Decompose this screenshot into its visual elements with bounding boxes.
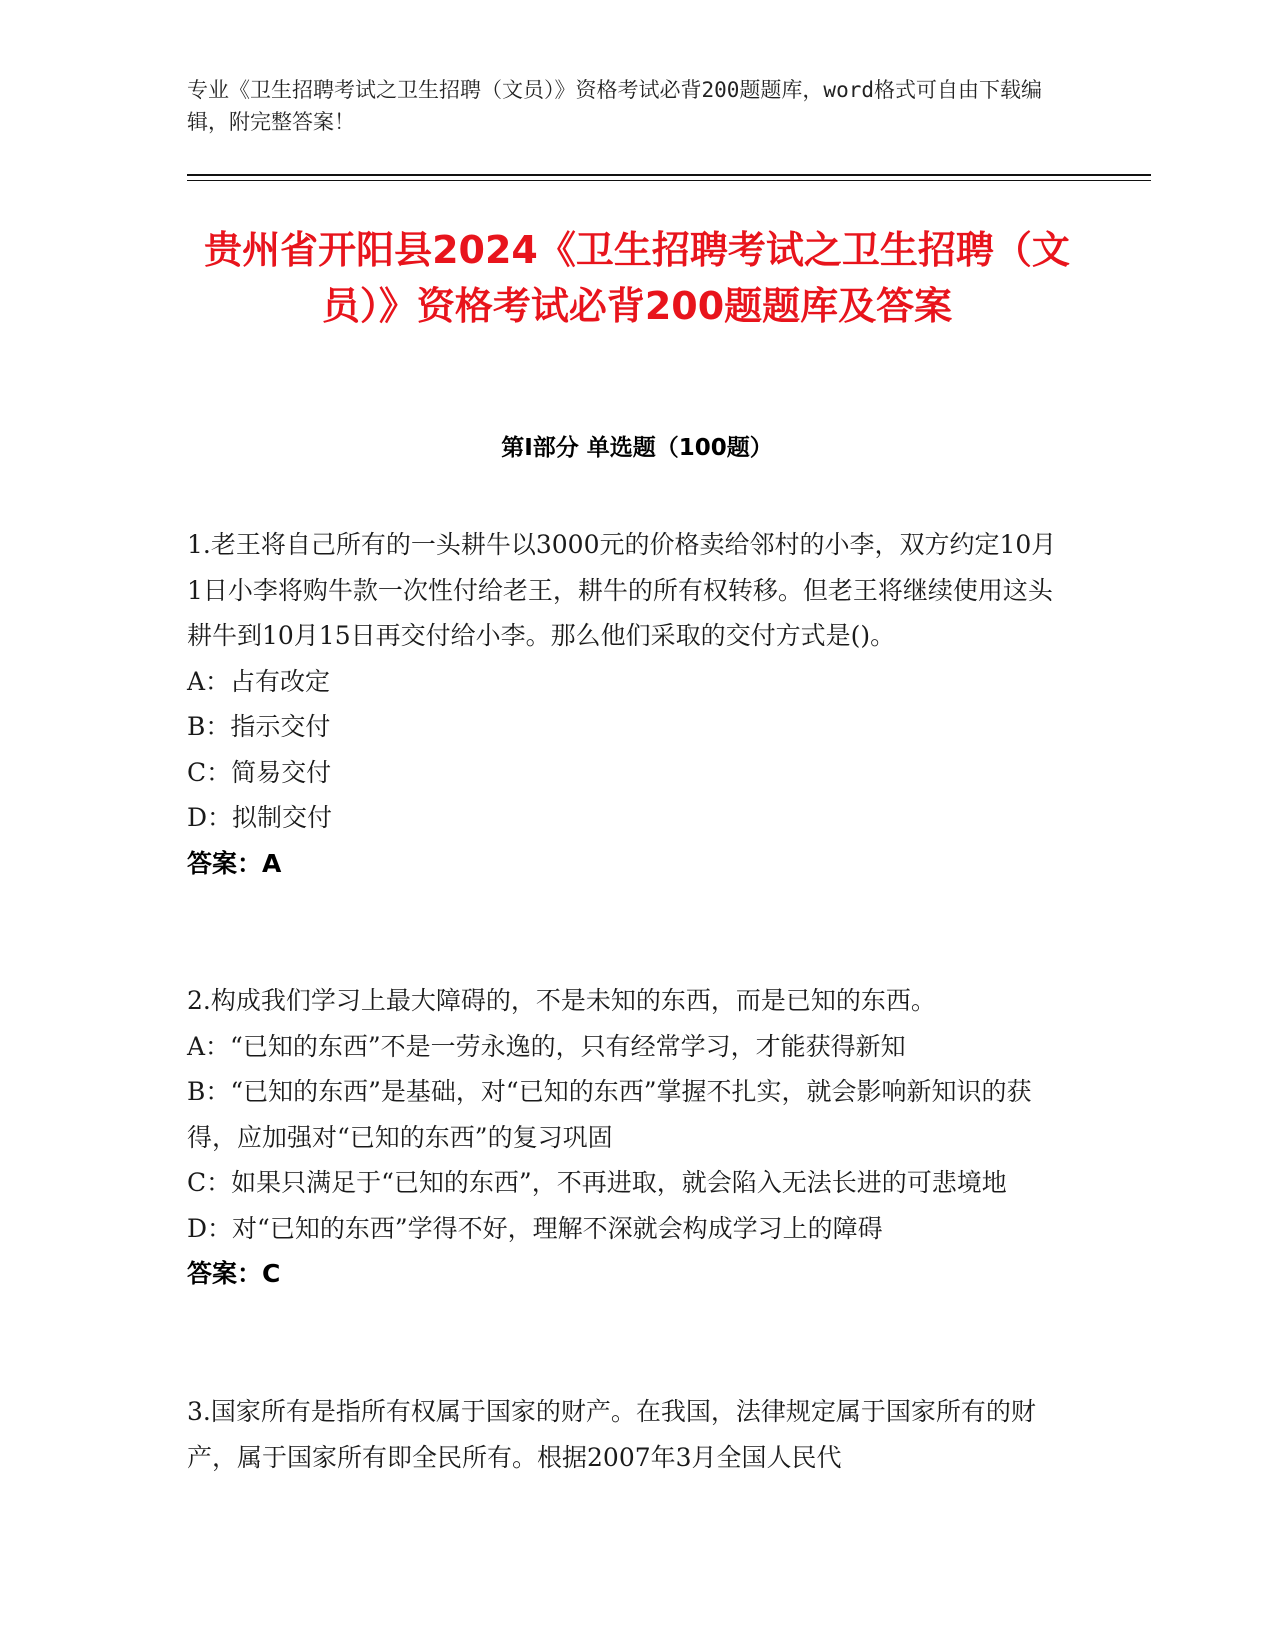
header-divider-thin <box>187 180 1151 181</box>
option-a: A：占有改定 <box>187 666 331 696</box>
option-c: C：如果只满足于“已知的东西”，不再进取，就会陷入无法长进的可悲境地 <box>187 1168 1007 1197</box>
document-title: 贵州省开阳县2024《卫生招聘考试之卫生招聘（文员）》资格考试必背200题题库及答案 <box>204 228 1070 328</box>
header-note: 专业《卫生招聘考试之卫生招聘（文员）》资格考试必背200题题库，word格式可自由下载编辑，附完整答案！ <box>187 78 1042 134</box>
option-a: A：“已知的东西”不是一劳永逸的，只有经常学习，才能获得新知 <box>187 1031 906 1061</box>
question-1 <box>187 522 1067 886</box>
option-c: C：简易交付 <box>187 757 332 787</box>
question-2 <box>187 978 1067 1297</box>
question-stem: 2.构成我们学习上最大障碍的，不是未知的东西，而是已知的东西。 <box>187 986 936 1015</box>
option-d: D：对“已知的东西”学得不好，理解不深就会构成学习上的障碍 <box>187 1213 883 1243</box>
question-3 <box>187 1389 1067 1480</box>
answer-label: 答案：C <box>187 1259 281 1288</box>
section-title: 第Ⅰ部分 单选题（100题） <box>501 435 773 461</box>
option-d: D：拟制交付 <box>187 803 333 832</box>
header-divider-thick <box>187 174 1151 176</box>
question-stem: 3.国家所有是指所有权属于国家的财产。在我国，法律规定属于国家所有的财产，属于国家所有即全民所有。根据2007年3月全国人民代 <box>187 1397 1036 1472</box>
option-b: B：指示交付 <box>187 712 331 741</box>
question-stem: 1.老王将自己所有的一头耕牛以3000元的价格卖给邻村的小李，双方约定10月1日小李将购牛款一次性付给老王，耕牛的所有权转移。但老王将继续使用这头耕牛到10月15日再交付给小李。那么他们采取的交付方式是()。 <box>187 530 1057 650</box>
answer-label: 答案：A <box>187 848 282 878</box>
option-b: B：“已知的东西”是基础，对“已知的东西”掌握不扎实，就会影响新知识的获得，应加强对“已知的东西”的复习巩固 <box>187 1077 1032 1152</box>
